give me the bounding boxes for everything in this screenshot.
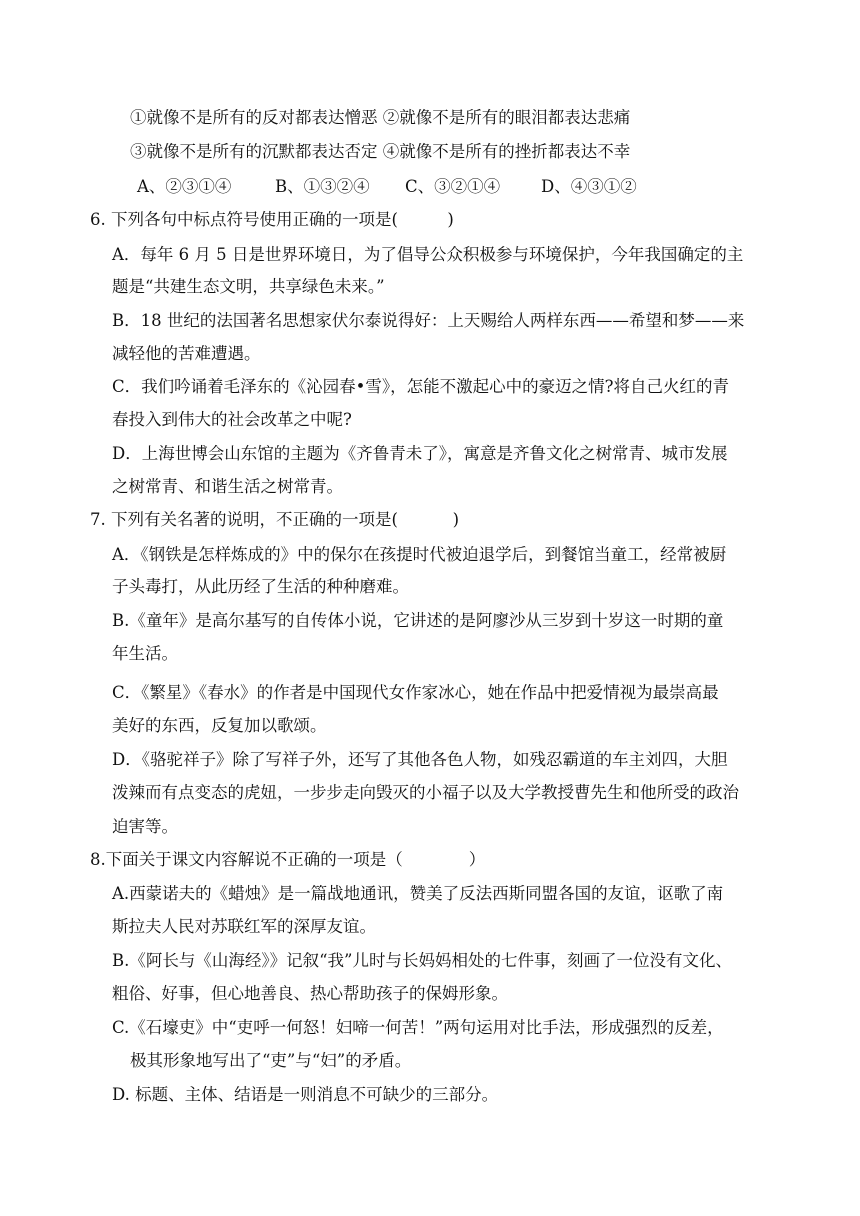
- q7-option-a-line-1: A．《钢铁是怎样炼成的》中的保尔在孩提时代被迫退学后，到餐馆当童工，经常被厨: [112, 545, 727, 564]
- q6-option-a-line-1: A．每年 6 月 5 日是世界环境日，为了倡导公众积极参与环境保护，今年我国确定的主: [112, 245, 744, 264]
- q5-option-row-1: ①就像不是所有的反对都表达憎恶 ②就像不是所有的眼泪都表达悲痛: [130, 108, 631, 127]
- q8-option-a-line-1: A.西蒙诺夫的《蜡烛》是一篇战地通讯，赞美了反法西斯同盟各国的友谊，讴歌了南: [112, 884, 724, 903]
- q6-option-b-line-2: 减轻他的苦难遭遇。: [112, 344, 261, 363]
- q5-choice-a: A、②③①④: [137, 177, 232, 196]
- q7-option-d-line-2: 泼辣而有点变态的虎妞，一步步走向毁灭的小福子以及大学教授曹先生和他所受的政治: [112, 783, 739, 802]
- q7-option-a-line-2: 子头毒打，从此历经了生活的种种磨难。: [112, 577, 409, 596]
- q7-option-c-line-2: 美好的东西，反复加以歌颂。: [112, 716, 327, 735]
- q7-option-d-line-1: D．《骆驼祥子》除了写祥子外，还写了其他各色人物，如残忍霸道的车主刘四，大胆: [112, 750, 728, 769]
- q6-stem: 6. 下列各句中标点符号使用正确的一项是( ): [90, 210, 454, 229]
- q8-option-a-line-2: 斯拉夫人民对苏联红军的深厚友谊。: [112, 917, 376, 936]
- q5-option-row-2: ③就像不是所有的沉默都表达否定 ④就像不是所有的挫折都表达不幸: [130, 142, 631, 161]
- q7-stem: 7. 下列有关名著的说明，不正确的一项是( ): [90, 510, 460, 529]
- q8-option-c-line-1: C.《石壕吏》中“吏呼一何怒！妇啼一何苦！”两句运用对比手法，形成强烈的反差，: [112, 1018, 724, 1037]
- q8-option-d-line-1: D. 标题、主体、结语是一则消息不可缺少的三部分。: [112, 1085, 499, 1104]
- q8-stem: 8.下面关于课文内容解说不正确的一项是（ ）: [90, 850, 486, 869]
- q7-option-b-line-1: B.《童年》是高尔基写的自传体小说，它讲述的是阿廖沙从三岁到十岁这一时期的童: [112, 611, 724, 630]
- q5-choice-d: D、④③①②: [541, 177, 637, 196]
- q6-option-b-line-1: B．18 世纪的法国著名思想家伏尔泰说得好：上天赐给人两样东西——希望和梦——来: [112, 311, 745, 330]
- q6-option-a-line-2: 题是“共建生态文明，共享绿色未来。”: [112, 277, 385, 296]
- q5-choice-b: B、①③②④: [275, 177, 370, 196]
- q6-option-d-line-2: 之树常青、和谐生活之树常青。: [112, 477, 343, 496]
- q7-option-b-line-2: 年生活。: [112, 644, 178, 663]
- q6-option-c-line-1: C．我们吟诵着毛泽东的《沁园春•雪》，怎能不激起心中的豪迈之情?将自己火红的青: [112, 377, 729, 396]
- q6-option-d-line-1: D．上海世博会山东馆的主题为《齐鲁青未了》，寓意是齐鲁文化之树常青、城市发展: [112, 444, 728, 463]
- q6-option-c-line-2: 春投入到伟大的社会改革之中呢?: [112, 410, 352, 429]
- q7-option-c-line-1: C．《繁星》《春水》的作者是中国现代女作家冰心，她在作品中把爱情视为最崇高最: [112, 683, 719, 702]
- q7-option-d-line-3: 迫害等。: [112, 817, 178, 836]
- q8-option-b-line-1: B.《阿长与《山海经》》记叙“我”儿时与长妈妈相处的七件事，刻画了一位没有文化、: [112, 951, 732, 970]
- q8-option-b-line-2: 粗俗、好事，但心地善良、热心帮助孩子的保姆形象。: [112, 984, 508, 1003]
- q5-choice-c: C、③②①④: [405, 177, 501, 196]
- q8-option-c-line-2: 极其形象地写出了“吏”与“妇”的矛盾。: [130, 1051, 412, 1070]
